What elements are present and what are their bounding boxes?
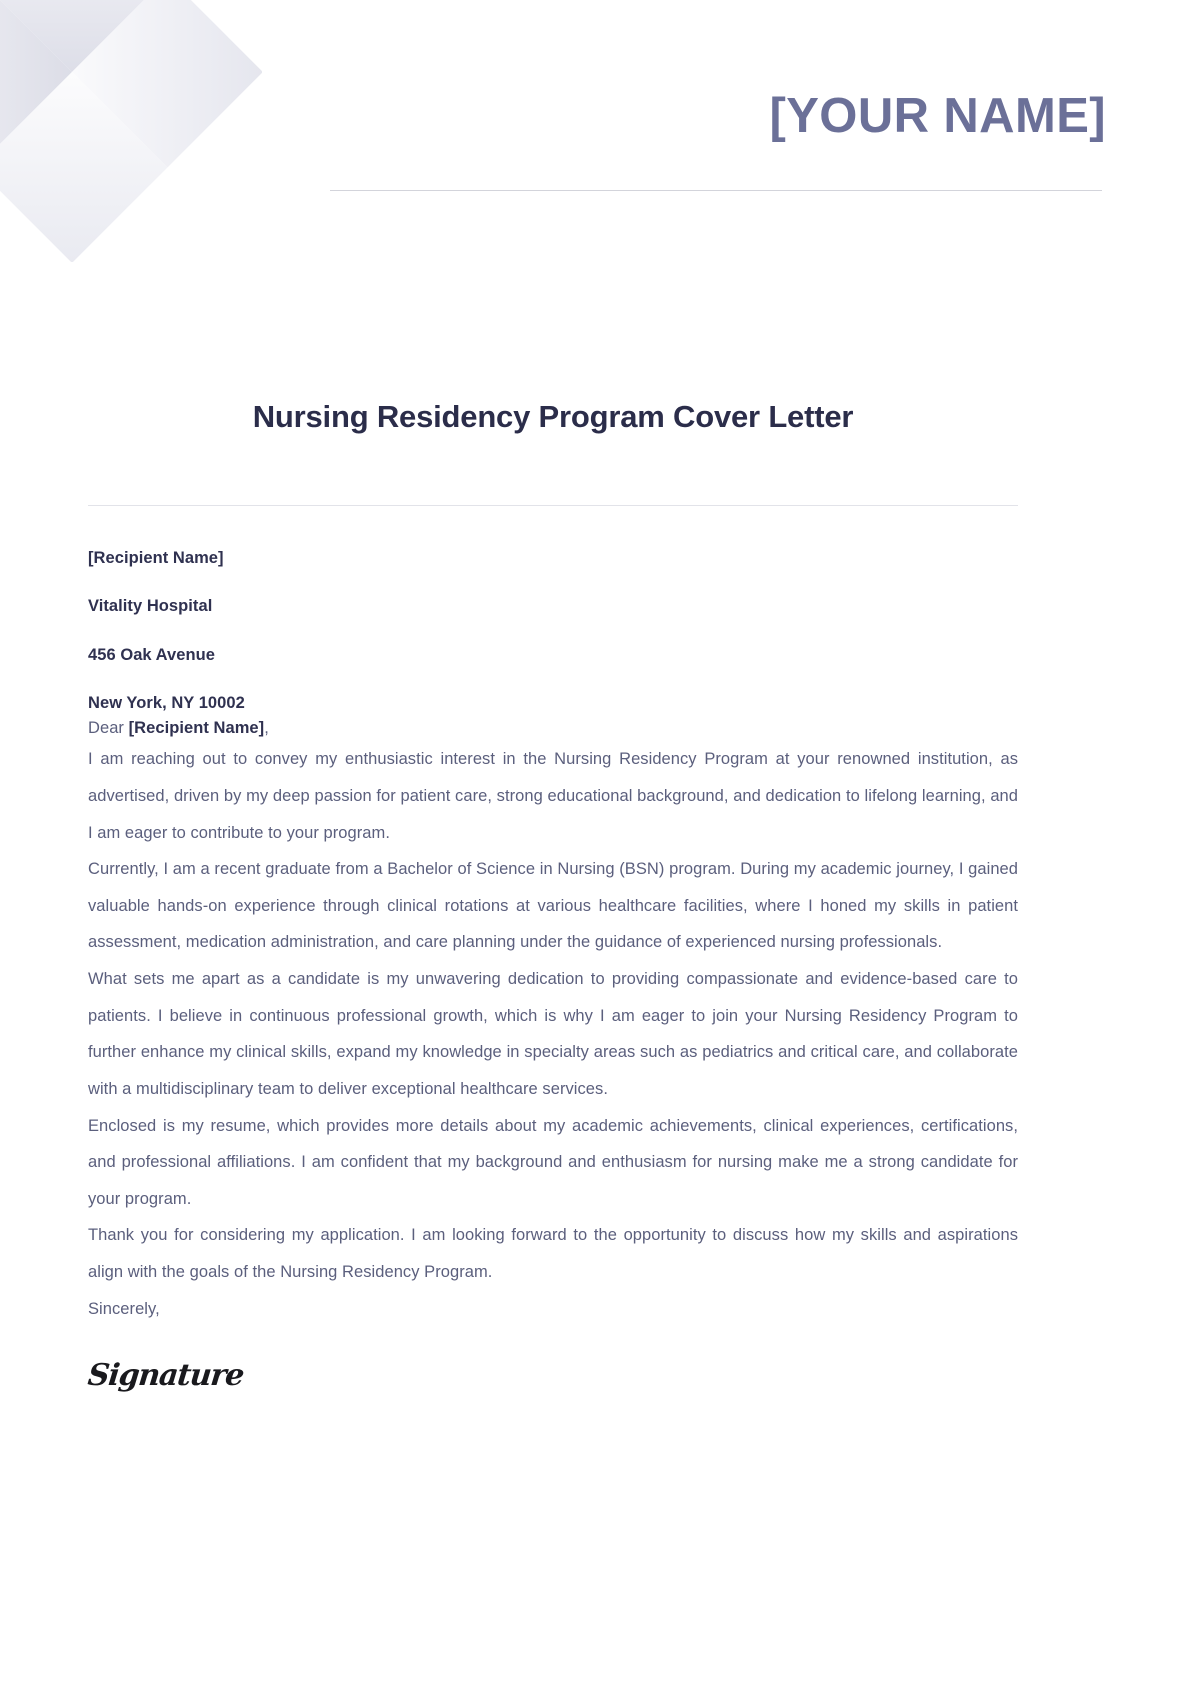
header-your-name: [YOUR NAME] <box>769 89 1106 143</box>
body-paragraph: Thank you for considering my application. I am looking forward to the opportunity to discuss how my skills and aspirations align with the goals of the Nursing Residency Program. <box>88 1226 1018 1282</box>
recipient-name: [Recipient Name] <box>88 548 224 567</box>
document-header <box>0 0 1200 200</box>
title-divider <box>88 505 1018 506</box>
closing-line: Sincerely, <box>88 1299 160 1318</box>
recipient-city: New York, NY 10002 <box>88 694 245 713</box>
page-title: Nursing Residency Program Cover Letter <box>252 399 854 434</box>
body-paragraph: Currently, I am a recent graduate from a Bachelor of Science in Nursing (BSN) program. During my academic journey, I gained valuable hands-on experience through clinical rotations at various healthcare facilities, where I honed my skills in patient assessment, medication administration, and care planning under the guidance of experienced nursing professionals. <box>88 860 1018 952</box>
letter-body <box>86 398 1018 1394</box>
body-paragraph: Enclosed is my resume, which provides more details about my academic achievements, clinical experiences, certifications, and professional affiliations. I am confident that my background and enthusiasm for nursing make me a strong candidate for your program. <box>88 1116 1018 1208</box>
salutation-suffix: , <box>264 718 269 737</box>
signature-mark: Signature <box>86 1358 245 1394</box>
recipient-address-block <box>88 550 1018 712</box>
body-paragraph: What sets me apart as a candidate is my unwavering dedication to providing compassionate and evidence-based care to patients. I believe in continuous professional growth, which is why I am eager to join your Nursing Residency Program to further enhance my clinical skills, expand my knowledge in specialty areas such as pediatrics and critical care, and collaborate with a multidisciplinary team to deliver exceptional healthcare services. <box>88 970 1018 1098</box>
header-divider <box>330 190 1102 191</box>
recipient-company: Vitality Hospital <box>88 597 213 616</box>
diamond-pattern-logo <box>0 0 262 262</box>
salutation-prefix: Dear <box>88 718 129 737</box>
recipient-street: 456 Oak Avenue <box>88 645 215 664</box>
body-paragraph: I am reaching out to convey my enthusiastic interest in the Nursing Residency Program at your renowned institution, as advertised, driven by my deep passion for patient care, strong educational background, and dedication to lifelong learning, and I am eager to contribute to your program. <box>88 750 1018 842</box>
salutation-recipient-name: [Recipient Name] <box>128 718 265 737</box>
salutation-line <box>88 716 1018 742</box>
